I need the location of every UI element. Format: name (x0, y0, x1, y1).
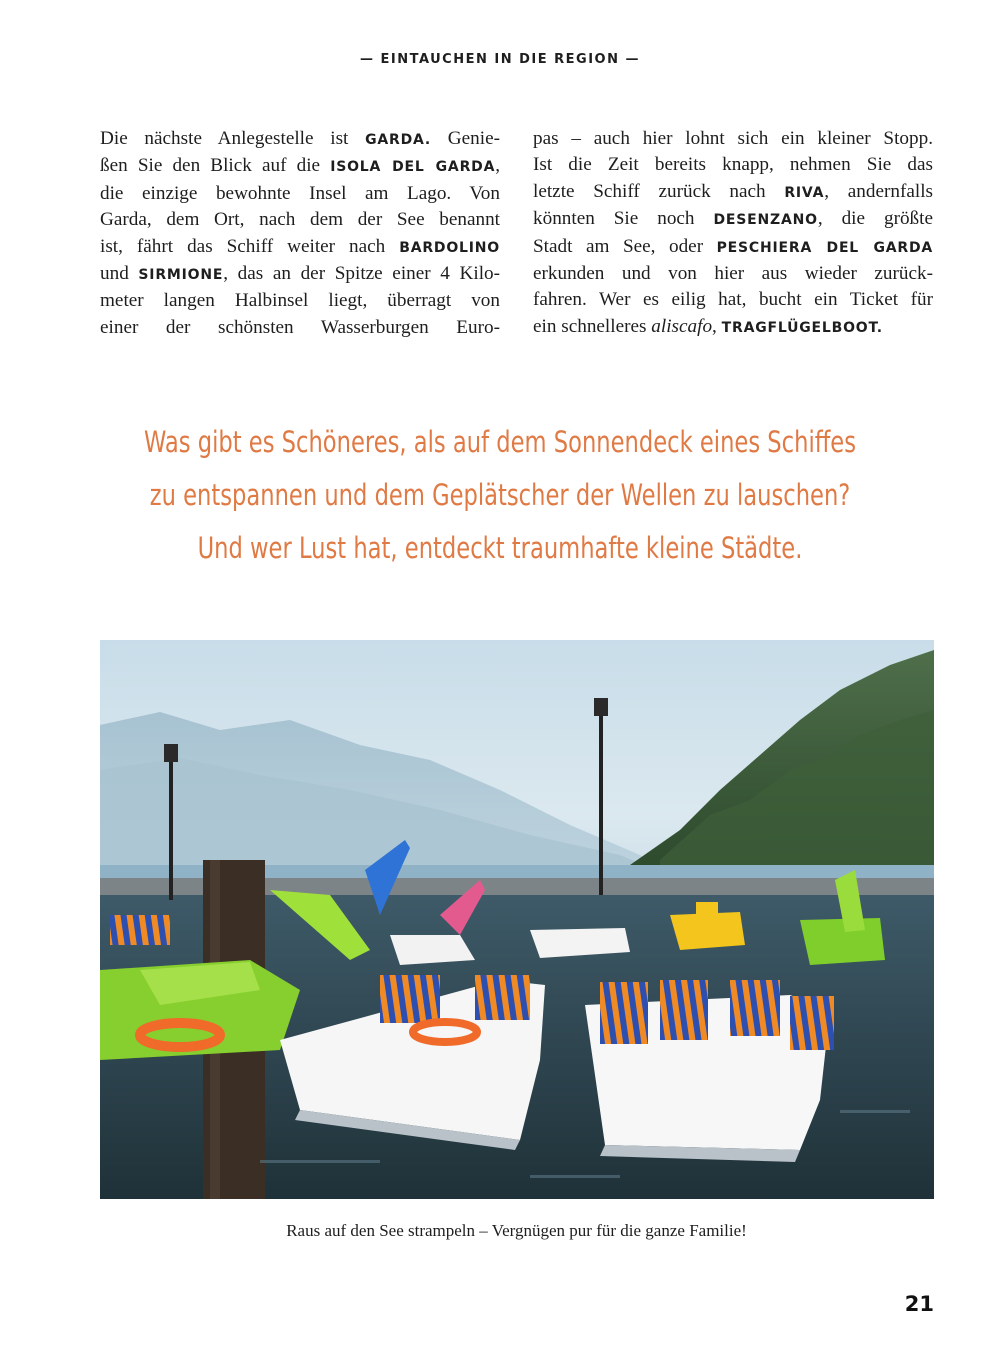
place-name: PESCHIERA DEL GARDA (716, 239, 934, 256)
photo-caption: Raus auf den See strampeln – Vergnügen pur für die ganze Familie! (286, 1221, 747, 1240)
body-line: ßen Sie den Blick auf die ISOLA DEL GARDA, (100, 155, 501, 177)
body-column-left (100, 126, 500, 341)
place-name: GARDA. (365, 132, 432, 148)
body-line: einer der schönsten Wasserburgen Euro- (100, 316, 500, 338)
body-line: und SIRMIONE, das an der Spitze einer 4 Kilo- (100, 263, 501, 285)
running-head: — EINTAUCHEN IN DIE REGION — (359, 52, 641, 67)
place-name: RIVA (784, 184, 825, 201)
pull-quote-line: Was gibt es Schöneres, als auf dem Sonnendeck eines Schiffes (143, 425, 857, 459)
body-line: Die nächste Anlegestelle ist GARDA. Genie- (100, 128, 500, 149)
place-name: ISOLA DEL GARDA (330, 159, 496, 176)
pull-quote-line: zu entspannen und dem Geplätscher der Wellen zu lauschen? (149, 478, 851, 512)
place-name: BARDOLINO (399, 239, 500, 256)
body-line: Ist die Zeit bereits knapp, nehmen Sie das (533, 154, 933, 176)
pull-quote-line: Und wer Lust hat, entdeckt traumhafte kleine Städte. (197, 531, 803, 565)
body-column-right (533, 126, 933, 341)
body-line: letzte Schiff zurück nach RIVA, andernfalls (533, 180, 933, 202)
body-line: ist, fährt das Schiff weiter nach BARDOLINO (100, 235, 500, 257)
body-line: pas – auch hier lohnt sich ein kleiner Stopp. (533, 128, 933, 149)
pull-quote (110, 416, 890, 575)
place-name: TRAGFLÜGELBOOT. (721, 319, 883, 336)
body-line: fahren. Wer es eilig hat, bucht ein Ticket für (533, 289, 933, 311)
page-number: 21 (904, 1292, 934, 1316)
pedal-boats-photo (100, 640, 934, 1199)
body-line: erkunden und von hier aus wieder zurück- (533, 263, 933, 285)
body-line: ein schnelleres aliscafo, TRAGFLÜGELBOOT. (533, 315, 883, 337)
place-name: SIRMIONE (138, 267, 224, 284)
italic-term: aliscafo (651, 315, 713, 337)
body-line: könnten Sie noch DESENZANO, die größte (533, 208, 933, 230)
body-line: Garda, dem Ort, nach dem der See benannt (100, 209, 500, 231)
body-line: meter langen Halbinsel liegt, überragt von (100, 290, 500, 312)
place-name: DESENZANO (713, 212, 818, 229)
body-line: die einzige bewohnte Insel am Lago. Von (100, 182, 500, 204)
body-line: Stadt am See, oder PESCHIERA DEL GARDA (533, 235, 934, 257)
